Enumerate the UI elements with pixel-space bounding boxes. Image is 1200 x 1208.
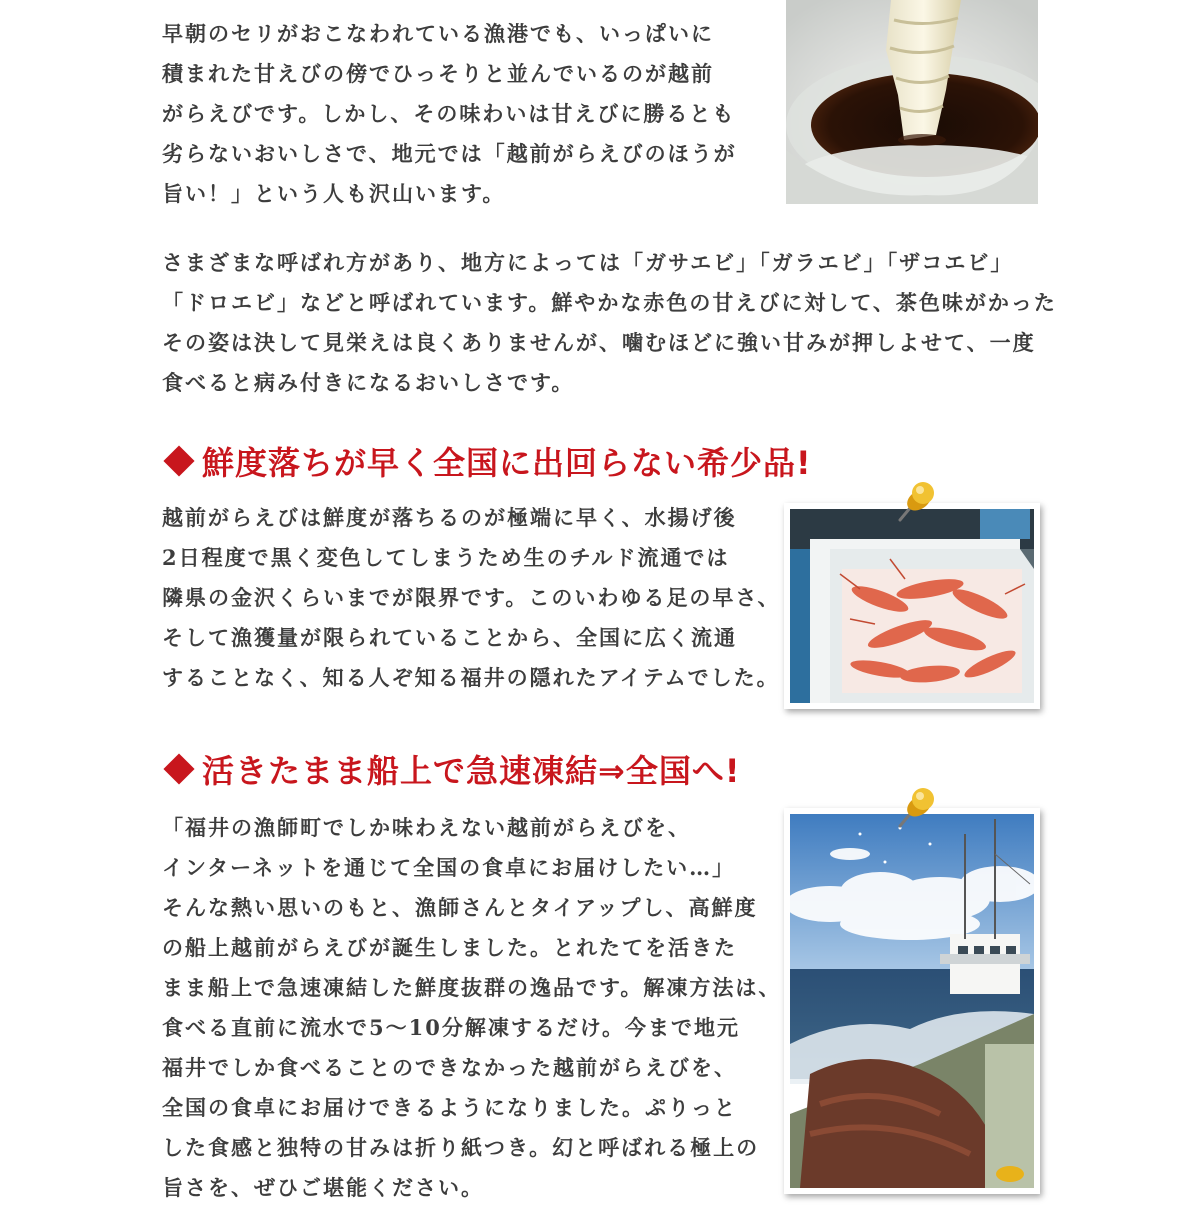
names-line: さまざまな呼ばれ方があり、地方によっては「ガサエビ」「ガラエビ」「ザコエビ」 <box>162 250 1014 275</box>
section2-paragraph <box>162 808 781 1208</box>
section1-line: 越前がらえびは鮮度が落ちるのが極端に早く、水揚げ後 <box>162 505 737 530</box>
section2-line: 「福井の漁師町でしか味わえない越前がらえびを、 <box>162 815 691 840</box>
section2-line: 福井でしか食べることのできなかった越前がらえびを、 <box>162 1055 737 1080</box>
diamond-bullet-icon <box>163 753 194 784</box>
fishing-boat-photo <box>784 808 1040 1194</box>
section1-line: 隣県の金沢くらいまでが限界です。このいわゆる足の早さ、 <box>162 585 781 610</box>
names-line: 食べると病み付きになるおいしさです。 <box>162 370 575 395</box>
section2-heading <box>160 746 740 792</box>
names-line: 「ドロエビ」などと呼ばれています。鮮やかな赤色の甘えびに対して、茶色味がかった <box>162 290 1057 315</box>
section2-line: そんな熱い思いのもと、漁師さんとタイアップし、高鮮度 <box>162 895 758 920</box>
section2-line: 全国の食卓にお届けできるようになりました。ぷりっと <box>162 1095 737 1120</box>
shrimp-soy-sauce-photo <box>786 0 1038 204</box>
section2-heading-text: 活きたまま船上で急速凍結⇒全国へ! <box>202 752 741 790</box>
pushpin-icon <box>894 784 940 830</box>
section1-line: することなく、知る人ぞ知る福井の隠れたアイテムでした。 <box>162 665 780 690</box>
pushpin-icon <box>894 478 940 524</box>
section1-paragraph <box>162 498 780 698</box>
section2-line: の船上越前がらえびが誕生しました。とれたてを活きた <box>162 935 737 960</box>
shrimp-box-photo <box>784 503 1040 709</box>
section2-line: した食感と独特の甘みは折り紙つき。幻と呼ばれる極上の <box>162 1135 760 1160</box>
section2-line: 食べる直前に流水で5～10分解凍するだけ。今まで地元 <box>162 1015 740 1040</box>
intro-line: 早朝のセリがおこなわれている漁港でも、いっぱいに <box>162 21 714 46</box>
diamond-bullet-icon <box>163 445 194 476</box>
section2-line: 旨さを、ぜひご堪能ください。 <box>162 1175 484 1200</box>
intro-line: がらえびです。しかし、その味わいは甘えびに勝るとも <box>162 101 736 126</box>
intro-line: 旨い！」という人も沢山います。 <box>162 181 506 206</box>
intro-paragraph <box>162 14 737 214</box>
section1-heading-text: 鮮度落ちが早く全国に出回らない希少品! <box>202 444 812 482</box>
section2-line: インターネットを通じて全国の食卓にお届けしたい…」 <box>162 855 736 880</box>
intro-line: 積まれた甘えびの傍でひっそりと並んでいるのが越前 <box>162 61 714 86</box>
section1-heading <box>160 438 812 484</box>
names-line: その姿は決して見栄えは良くありませんが、噛むほどに強い甘みが押しよせて、一度 <box>162 330 1036 355</box>
names-paragraph <box>162 243 1057 403</box>
section1-line: 2日程度で黒く変色してしまうため生のチルド流通では <box>162 545 730 570</box>
section1-line: そして漁獲量が限られていることから、全国に広く流通 <box>162 625 737 650</box>
section2-line: まま船上で急速凍結した鮮度抜群の逸品です。解凍方法は、 <box>162 975 782 1000</box>
intro-line: 劣らないおいしさで、地元では「越前がらえびのほうが <box>162 141 737 166</box>
